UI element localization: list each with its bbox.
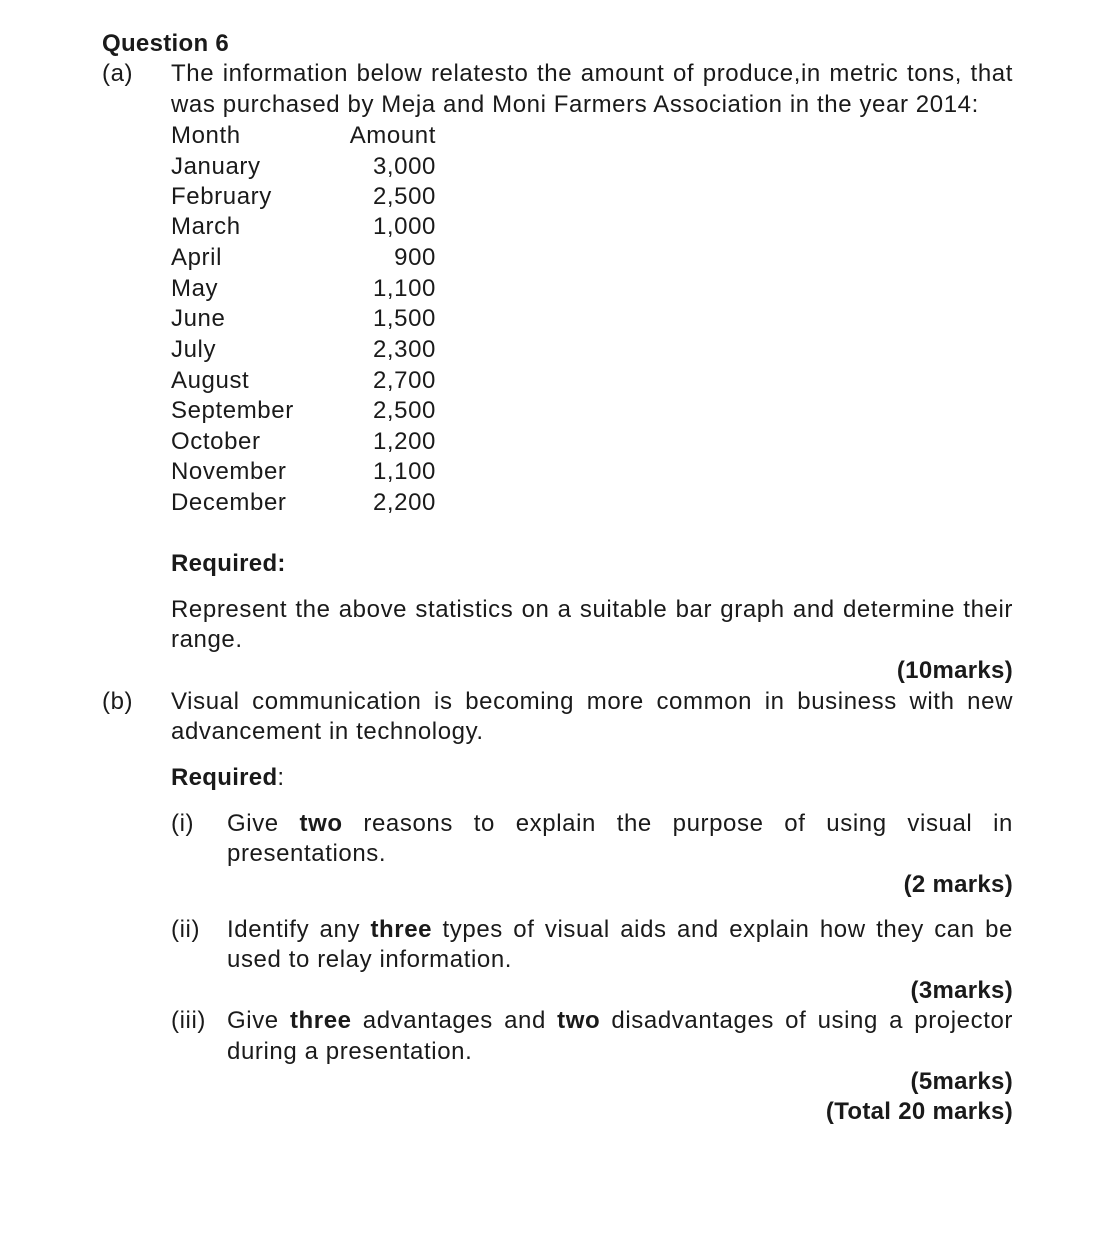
emphasis-text: two (299, 810, 343, 837)
table-cell-amount: 1,200 (372, 428, 436, 455)
item-number: (i) (171, 810, 195, 837)
table-cell-month: January (171, 153, 261, 180)
table-cell-month: April (171, 244, 223, 271)
part-a-intro-line1: The information below relatesto the amount of produce,in metric tons, that (171, 60, 1013, 87)
part-b-label: (b) (102, 688, 134, 715)
table-cell-amount: 1,100 (372, 458, 436, 485)
table-cell-amount: 1,500 (372, 305, 436, 332)
item-ii-line2: used to relay information. (227, 946, 513, 973)
emphasis-text: two (557, 1007, 601, 1034)
table-cell-month: March (171, 213, 241, 240)
item-ii-line1 (227, 915, 1013, 945)
table-cell-amount: 1,100 (372, 275, 436, 302)
table-header-month: Month (171, 122, 241, 149)
text-run: types of visual aids and explain how they can be (432, 916, 1013, 943)
table-cell-amount: 3,000 (372, 153, 436, 180)
part-a-required-line2: range. (171, 626, 243, 653)
item-number: (iii) (171, 1007, 206, 1034)
table-cell-amount: 900 (394, 244, 436, 271)
part-a-required-label: Required: (171, 550, 286, 577)
part-b-intro-line1: Visual communication is becoming more common in business with new (171, 688, 1013, 715)
part-a-marks: (10marks) (896, 657, 1013, 684)
item-i-line1 (227, 809, 1013, 839)
text-run: advantages and (351, 1007, 558, 1034)
required-bold-text: Required (171, 764, 278, 791)
item-ii-marks: (3marks) (910, 977, 1013, 1004)
total-marks: (Total 20 marks) (825, 1098, 1013, 1125)
table-cell-amount: 2,500 (372, 397, 436, 424)
item-i-marks: (2 marks) (903, 871, 1013, 898)
item-i-line2: presentations. (227, 840, 387, 867)
table-cell-month: February (171, 183, 272, 210)
part-a-label: (a) (102, 60, 134, 87)
table-cell-amount: 1,000 (372, 213, 436, 240)
part-a-intro-line2: was purchased by Meja and Moni Farmers Association in the year 2014: (171, 91, 979, 118)
item-number: (ii) (171, 916, 201, 943)
emphasis-text: three (370, 916, 433, 943)
table-header-amount: Amount (349, 122, 436, 149)
table-cell-month: August (171, 367, 250, 394)
emphasis-text: three (289, 1007, 352, 1034)
table-cell-amount: 2,200 (372, 489, 436, 516)
item-iii-line2: during a presentation. (227, 1038, 473, 1065)
table-cell-month: September (171, 397, 294, 424)
text-run: Give (227, 810, 300, 837)
table-cell-amount: 2,500 (372, 183, 436, 210)
item-iii-marks: (5marks) (910, 1068, 1013, 1095)
table-cell-amount: 2,700 (372, 367, 436, 394)
text-run: disadvantages of using a projector (600, 1007, 1014, 1034)
text-run: reasons to explain the purpose of using visual in (342, 810, 1014, 837)
question-title: Question 6 (102, 30, 230, 57)
table-cell-month: November (171, 458, 287, 485)
item-iii-line1 (227, 1006, 1013, 1036)
part-b-intro-line2: advancement in technology. (171, 718, 484, 745)
text-run: Identify any (227, 916, 371, 943)
text-run: Give (227, 1007, 290, 1034)
table-cell-amount: 2,300 (372, 336, 436, 363)
part-a-required-line1: Represent the above statistics on a suitable bar graph and determine their (171, 596, 1013, 623)
table-cell-month: June (171, 305, 226, 332)
table-cell-month: July (171, 336, 217, 363)
table-cell-month: December (171, 489, 287, 516)
table-cell-month: May (171, 275, 219, 302)
table-cell-month: October (171, 428, 261, 455)
required-colon: : (277, 764, 285, 791)
part-b-required-label (171, 763, 285, 793)
